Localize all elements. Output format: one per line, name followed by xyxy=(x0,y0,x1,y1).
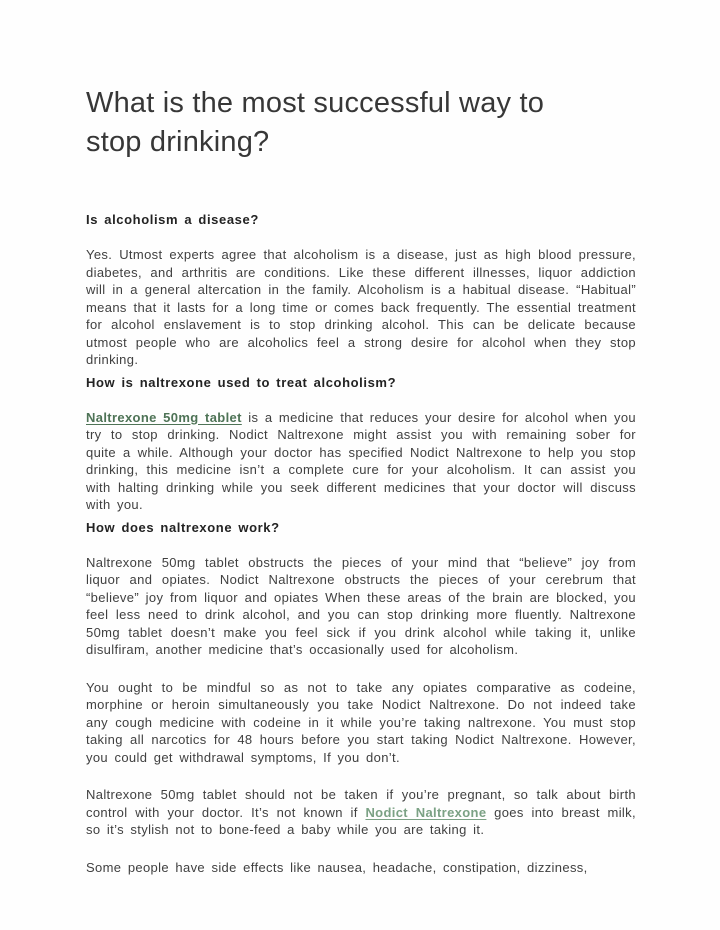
section-is-alcoholism-a-disease xyxy=(86,212,636,369)
paragraph xyxy=(86,786,636,839)
paragraph-text: Naltrexone 50mg tablet obstructs the pieces of your mind that “believe” joy from liquor and opiates. Nodict Naltrexone obstructs the pieces of your cerebrum that “believe” joy from liquor and opiates When these areas of the brain are blocked, you feel less need to drink alcohol, and you can stop drinking more fluently. Naltrexone 50mg tablet doesn’t make you feel sick if you drink alcohol while taking it, unlike disulfiram, another medicine that’s occasionally used for alcoholism. xyxy=(86,554,636,657)
section-heading: How is naltrexone used to treat alcoholism? xyxy=(86,374,397,390)
paragraph-text: Yes. Utmost experts agree that alcoholism is a disease, just as high blood pressure, diabetes, and arthritis are conditions. Like these different illnesses, liquor addiction will in a general altercation in the family. Alcoholism is a habitual disease. “Habitual” means that it lasts for a long time or comes back frequently. The essential treatment for alcohol enslavement is to stop drinking alcohol. This can be delicate because utmost people who are alcoholics feel a strong desire for alcohol when they stop drinking. xyxy=(86,247,636,367)
section-how-is-naltrexone-used xyxy=(86,375,636,514)
paragraph xyxy=(86,554,636,659)
paragraph-text: You ought to be mindful so as not to take any opiates comparative as codeine, morphine or heroin simultaneously you take Nodict Naltrexone. Do not indeed take any cough medicine with codeine in it while you’re taking naltrexone. You must stop taking all narcotics for 48 hours before you start taking Nodict Naltrexone. However, you could get withdrawal symptoms, If you don’t. xyxy=(86,679,636,765)
paragraph-text: goes into breast milk, so it’s stylish not to bone-feed a baby while you are taking it. xyxy=(86,804,636,837)
paragraph xyxy=(86,409,636,514)
naltrexone-50mg-tablet-link[interactable]: Naltrexone 50mg tablet xyxy=(86,409,242,425)
paragraph xyxy=(86,679,636,767)
paragraph-text: Some people have side effects like nausea, headache, constipation, dizziness, xyxy=(86,859,588,875)
page-title: What is the most successful way to stop drinking? xyxy=(86,87,545,158)
paragraph-text: Naltrexone 50mg tablet should not be taken if you’re pregnant, so talk about birth control with your doctor. It’s not known if xyxy=(86,787,636,820)
section-how-does-naltrexone-work xyxy=(86,520,636,877)
paragraph xyxy=(86,859,636,877)
section-heading: Is alcoholism a disease? xyxy=(86,212,259,227)
nodict-naltrexone-link[interactable]: Nodict Naltrexone xyxy=(365,804,487,820)
section-heading: How does naltrexone work? xyxy=(86,519,280,535)
paragraph xyxy=(86,246,636,369)
paragraph-text: is a medicine that reduces your desire for alcohol when you try to stop drinking. Nodict Naltrexone might assist you with remaining sober for quite a while. Although your doctor has specified Nodict Naltrexone to help you stop drinking, this medicine isn’t a complete cure for your alcoholism. It can assist you with halting drinking while you seek different medicines that your doctor will discuss with you. xyxy=(86,409,636,512)
